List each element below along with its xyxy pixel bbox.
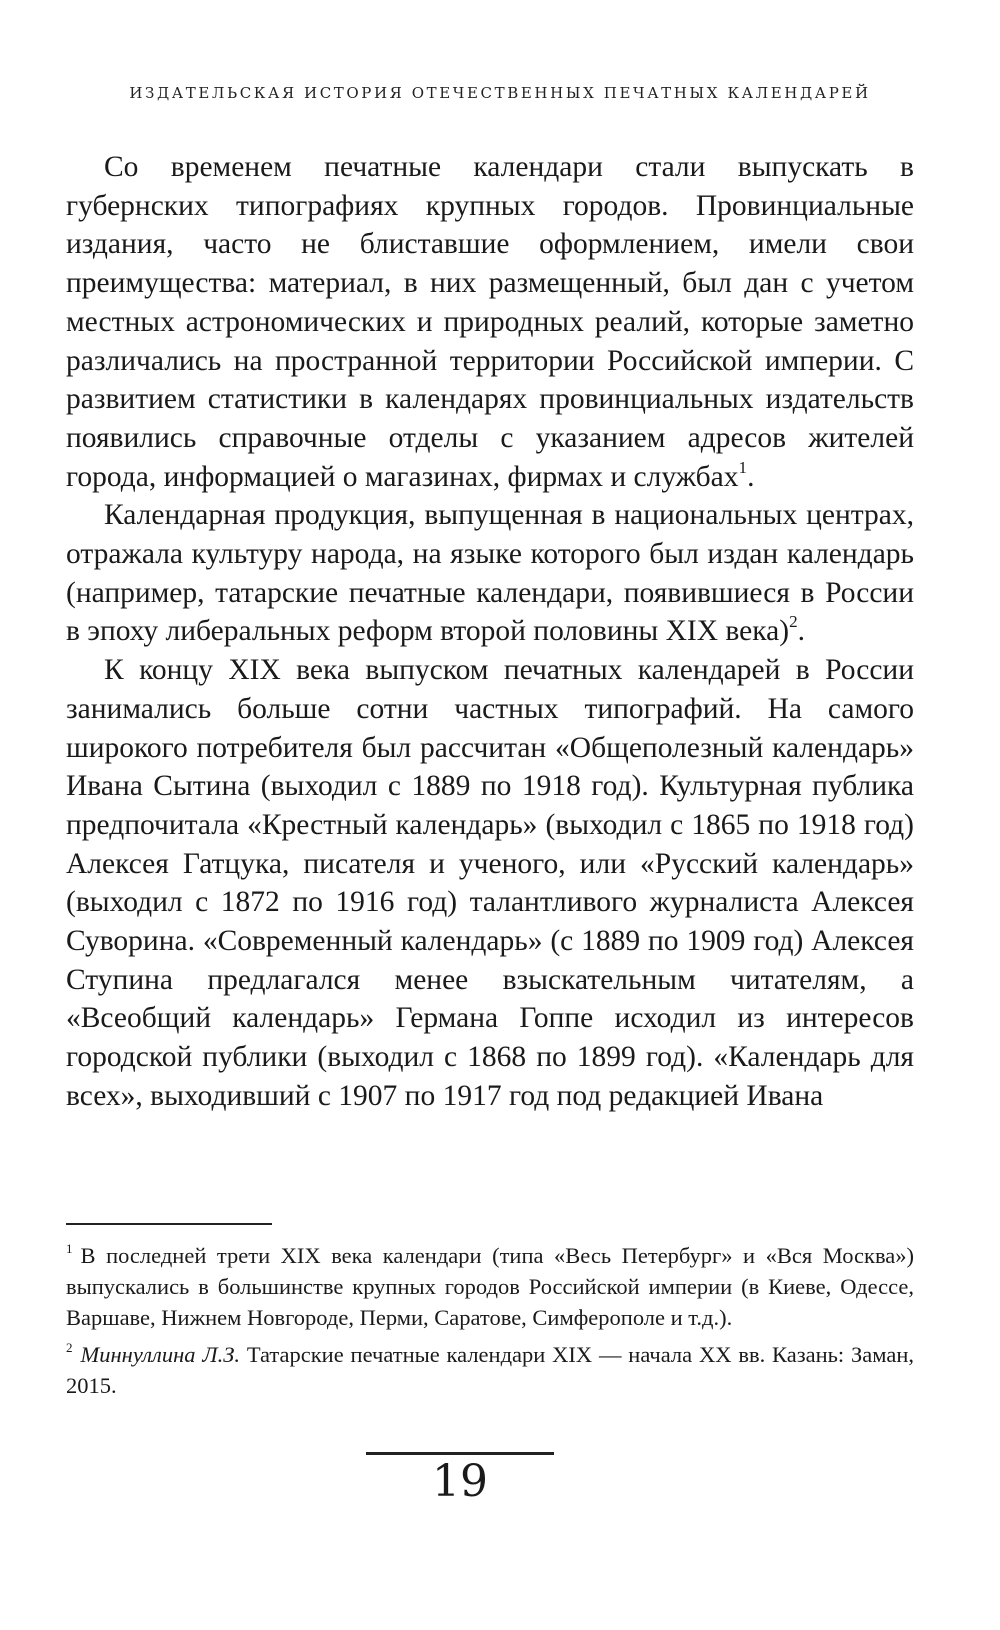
footnote-separator (66, 1223, 272, 1225)
footnote-ref-2[interactable]: 2 (789, 612, 798, 632)
footnote-1-number: 1 (66, 1241, 73, 1257)
paragraph-1-text: Со временем печатные календари стали выпускать в губернских типографиях крупных городов. Провинциальные издания, часто не блиставшие оформлением, имели свои преимущества: материал, в них размещенный, был дан с учетом местных астрономических и природных реалий, которые заметно различались на пространной территории Российской империи. С развитием статистики в календарях провинциальных издательств появились справочные отделы с указанием адресов жителей города, информацией о магазинах, фирмах и службах (66, 151, 914, 493)
footnote-1-text: В последней трети XIX века календари (типа «Весь Петербург» и «Вся Москва») выпускались в большинстве крупных городов Российской империи (в Киеве, Одессе, Варшаве, Нижнем Новгороде, Перми, Саратове, Симферополе и т.д.). (66, 1243, 914, 1330)
paragraph-1-end: . (747, 460, 755, 493)
footnote-2 (66, 1339, 914, 1401)
footnote-1 (66, 1240, 914, 1333)
footnotes (66, 1240, 914, 1407)
paragraph-2-text: Календарная продукция, выпущенная в национальных центрах, отражала культуру народа, на языке которого был издан календарь (например, татарские печатные календари, появившиеся в России в эпоху либеральных реформ второй половины XIX века) (66, 499, 914, 648)
footnote-2-number: 2 (66, 1340, 73, 1356)
page-number: 19 (432, 1456, 488, 1507)
paragraph-3 (66, 651, 914, 1115)
paragraph-2-end: . (797, 615, 805, 648)
paragraph-3-text: К концу XIX века выпуском печатных календарей в России занимались больше сотни частных типографий. На самого широкого потребителя был рассчитан «Общеполезный календарь» Ивана Сытина (выходил с 1889 по 1918 год). Культурная публика предпочитала «Крестный календарь» (выходил с 1865 по 1918 год) Алексея Гатцука, писателя и ученого, или «Русский календарь» (выходил с 1872 по 1916 год) талантливого журналиста Алексея Суворина. «Современный календарь» (с 1889 по 1909 год) Алексея Ступина предлагался менее взыскательным читателям, а «Всеобщий календарь» Германа Гоппе исходил из интересов городской публики (выходил с 1868 по 1899 год). «Календарь для всех», выходивший с 1907 по 1917 год под редакцией Ивана (66, 654, 914, 1112)
paragraph-2 (66, 496, 914, 651)
footnote-ref-1[interactable]: 1 (738, 457, 748, 477)
page-number-rule (366, 1452, 554, 1455)
main-text (66, 148, 914, 1116)
paragraph-1 (66, 148, 914, 496)
footnote-2-text: Татарские печатные календари XIX — начала XX вв. Казань: Заман, 2015. (66, 1342, 914, 1398)
running-title: ИЗДАТЕЛЬСКАЯ ИСТОРИЯ ОТЕЧЕСТВЕННЫХ ПЕЧАТНЫХ КАЛЕНДАРЕЙ (129, 84, 871, 102)
footnote-2-author: Миннуллина Л.З. (80, 1342, 240, 1367)
